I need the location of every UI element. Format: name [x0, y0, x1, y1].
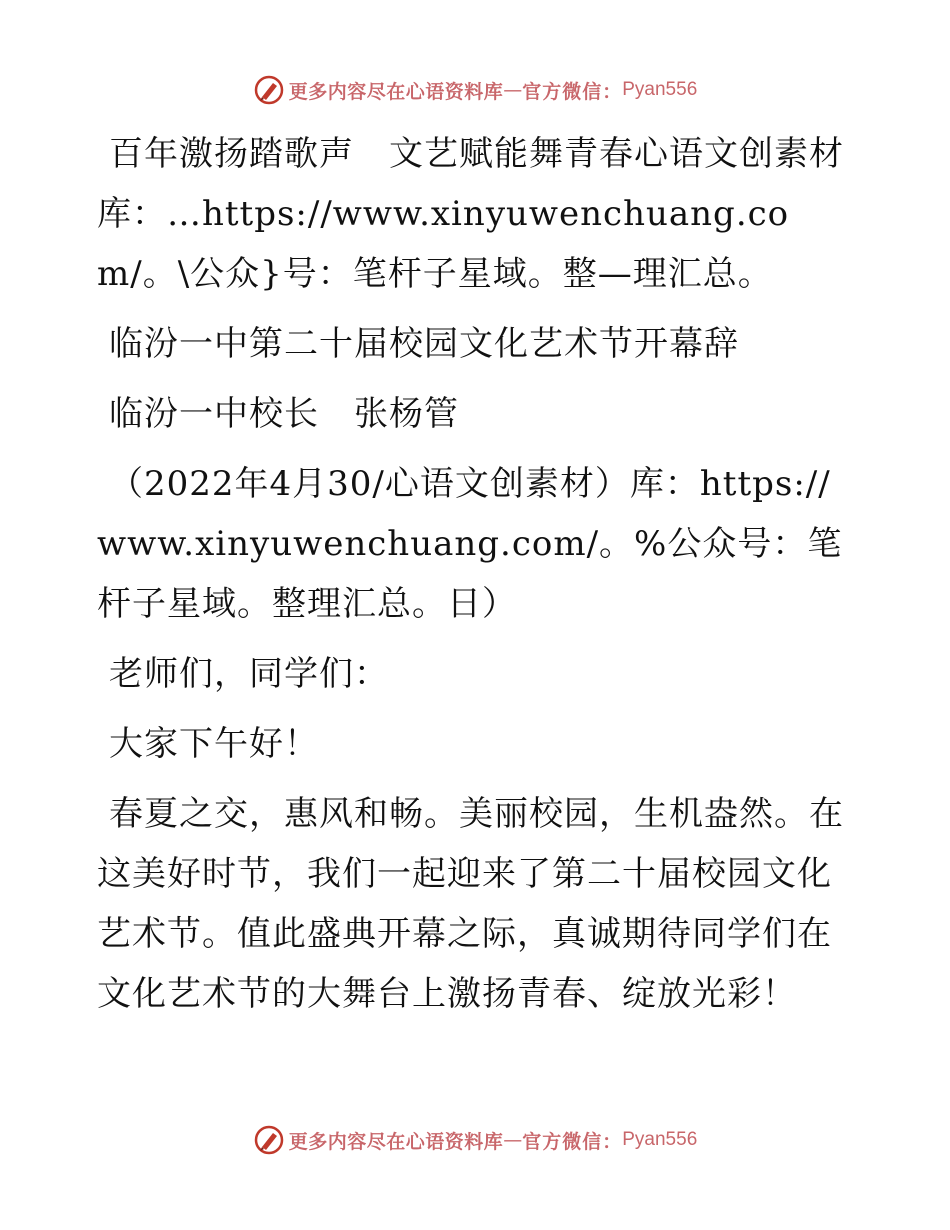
document-date-note: （2022年4月30/心语文创素材）库：https://www.xinyuwenchuang.com/。%公众号：笔杆子星域。整理汇总。日） — [97, 464, 843, 624]
paragraph-body: 春夏之交，惠风和畅。美丽校园，生机盎然。在这美好时节，我们一起迎来了第二十届校园文化艺术节。值此盛典开幕之际，真诚期待同学们在文化艺术节的大舞台上激扬青春、绽放光彩！ — [97, 794, 844, 1014]
banner-wechat-handle: Pyan556 — [622, 79, 698, 100]
salutation: 老师们，同学们： — [109, 654, 389, 694]
banner-separator: — — [503, 1129, 523, 1151]
header-watermark — [0, 70, 950, 110]
banner-brand: 更多内容尽在心语资料库 — [288, 1130, 504, 1153]
banner-wechat-handle: Pyan556 — [622, 1129, 698, 1150]
banner-separator: — — [503, 79, 523, 101]
document-title: 临汾一中第二十届校园文化艺术节开幕辞 — [109, 324, 739, 364]
pen-logo-icon — [253, 1124, 285, 1156]
pen-logo-icon — [253, 74, 285, 106]
banner-brand: 更多内容尽在心语资料库 — [288, 80, 504, 103]
paragraph-intro: 百年激扬踏歌声 文艺赋能舞青春心语文创素材库：…https://www.xinyuwenchuang.com/。\公众}号：笔杆子星域。整—理汇总。 — [97, 134, 844, 294]
document-author: 临汾一中校长 张杨管 — [109, 394, 459, 434]
banner-wechat-label: 官方微信： — [522, 1130, 623, 1153]
document-body — [97, 124, 857, 1024]
banner-wechat-label: 官方微信： — [522, 80, 623, 103]
footer-watermark — [0, 1120, 950, 1160]
greeting: 大家下午好！ — [109, 724, 319, 764]
